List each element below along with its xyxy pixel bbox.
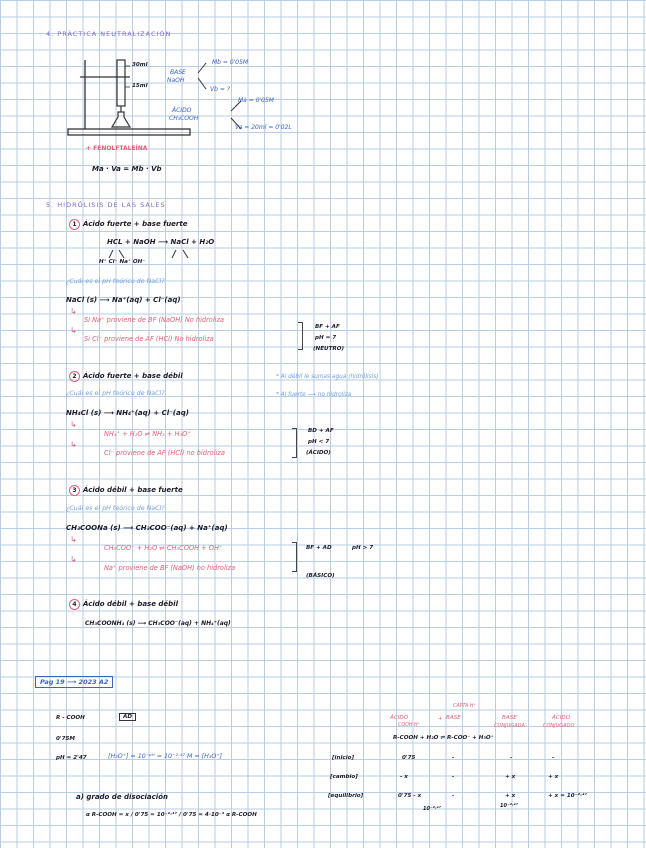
bracket <box>292 542 297 572</box>
case-2-result-3: (ÁCIDO) <box>306 450 331 456</box>
case-1-heading: Ácido fuerte + base fuerte <box>83 220 188 228</box>
bracket <box>292 428 297 458</box>
label-plus: + <box>438 716 443 722</box>
ice-cell: - <box>452 774 455 780</box>
label-conjugate-base: BASE <box>502 715 517 721</box>
weak-acid-badge: AD <box>119 713 136 721</box>
hook-arrow-icon: ↳ <box>70 326 77 335</box>
ice-sub-value: 10⁻²·⁴⁷ <box>500 803 519 809</box>
case-2-note-2: * Al fuerte ⟶ no hidroliza <box>276 392 352 398</box>
section-4-title: 4. PRÁCTICA NEUTRALIZACIÓN <box>46 30 172 38</box>
case-4-dissociation: CH₃COONH₄ (s) ⟶ CH₃COO⁻(aq) + NH₄⁺(aq) <box>85 620 231 627</box>
indicator: + FENOLFTALEÍNA <box>86 145 148 152</box>
case-2-result-1: BD + AF <box>308 428 334 434</box>
case-3-heading: Ácido débil + base fuerte <box>83 486 183 494</box>
ice-cell: - <box>552 755 555 761</box>
case-1-question: ¿Cuál es el pH teórico de NaCl? <box>66 278 165 285</box>
case-1-dissociation: NaCl (s) ⟶ Na⁺(aq) + Cl⁻(aq) <box>66 296 181 304</box>
base-formula: NaOH <box>167 77 185 84</box>
case-1-result-3: (NEUTRO) <box>313 346 345 352</box>
acid-molarity: Ma = 0'05M <box>238 97 274 104</box>
case-1-ions: H⁺ Cl⁻ Na⁺ OH⁻ <box>99 259 146 265</box>
base-label: BASE <box>170 69 186 76</box>
label-base-sub: CAPTA H⁺ <box>453 704 476 709</box>
ice-cell: 0'75 - x <box>398 793 422 799</box>
case-3-line-1: CH₃COO⁻ + H₂O ⇌ CH₃COOH + OH⁻ <box>104 544 223 552</box>
ice-cell: - <box>452 793 455 799</box>
hook-arrow-icon: ↳ <box>70 440 77 449</box>
base-molarity: Mb = 0'05M <box>212 59 249 66</box>
case-1-line-1: Si Na⁺ proviene de BF (NaOH) No hidroliza <box>84 316 224 324</box>
ice-reaction: R-COOH + H₂O ⇌ R-COO⁻ + H₃O⁺ <box>393 735 494 741</box>
section-5-title: 5. HIDRÓLISIS DE LAS SALES <box>46 201 166 209</box>
page-reference-box: Pag 19 ⟶ 2023 A2 <box>35 676 113 688</box>
erlenmeyer-flask <box>112 112 130 127</box>
ice-row-label: [cambio] <box>330 774 358 780</box>
burette <box>117 60 125 106</box>
ice-sub-value: 10⁻²·⁴⁷ <box>423 806 442 812</box>
case-3-dissociation: CH₃COONa (s) ⟶ CH₃COO⁻(aq) + Na⁺(aq) <box>66 524 228 532</box>
hydronium-calc: [H₃O⁺] = 10⁻ᵖᴴ = 10⁻²·⁴⁷ M = [H₃O⁺] <box>108 753 223 760</box>
case-3-result-3: (BÁSICO) <box>306 573 335 579</box>
hook-arrow-icon: ↳ <box>70 420 77 429</box>
case-1-title <box>69 219 187 230</box>
case-3-line-2: Na⁺ proviene de BF (NaOH) no hidroliza <box>104 564 236 572</box>
acid-label: ÁCIDO <box>172 107 192 114</box>
case-1-reaction: HCL + NaOH ⟶ NaCl + H₂O <box>107 238 215 246</box>
case-number-3: 3 <box>69 485 80 496</box>
case-1-result-1: BF + AF <box>315 324 340 330</box>
acid-volume: Va = 20ml = 0'02L <box>235 124 292 131</box>
part-a-title: a) grado de disociación <box>76 793 168 801</box>
hook-arrow-icon: ↳ <box>70 555 77 564</box>
case-3-result-2: pH > 7 <box>352 545 374 551</box>
ice-cell: + x <box>548 774 559 780</box>
case-4-heading: Ácido débil + base débil <box>83 600 178 608</box>
case-2-note-1: * Al débil le sumas agua (hidrólisis) <box>276 374 379 380</box>
alpha-calc: α R-COOH = x / 0'75 = 10⁻²·⁴⁷ / 0'75 = 4·10⁻³ α R-COOH <box>86 812 257 818</box>
case-3-question: ¿Cuál es el pH teórico de NaCl? <box>66 505 165 512</box>
hook-arrow-icon: ↳ <box>70 307 77 316</box>
base-volume: Vb = ? <box>210 86 230 93</box>
case-number-4: 4 <box>69 599 80 610</box>
label-acid-sub: COOH H⁺ <box>398 723 421 728</box>
case-2-dissociation: NH₄Cl (s) ⟶ NH₄⁺(aq) + Cl⁻(aq) <box>66 409 189 417</box>
ice-cell: 0'75 <box>402 755 416 761</box>
label-base: BASE <box>446 715 461 721</box>
case-2-result-2: pH < 7 <box>308 439 330 445</box>
stand-base <box>68 129 190 135</box>
ph-value: pH = 2'47 <box>56 755 87 761</box>
label-conjugate-base-sub: CONJUGADA <box>494 723 525 729</box>
ice-cell: + x <box>505 774 516 780</box>
case-2-question: ¿Cuál es el pH teórico de NaCl? <box>66 390 165 397</box>
case-4-title <box>69 599 178 610</box>
titration-equation: Ma · Va = Mb · Vb <box>92 165 162 173</box>
acid-formula: CH₃COOH <box>169 115 199 122</box>
ice-cell: - <box>510 755 513 761</box>
case-number-1: 1 <box>69 219 80 230</box>
volume-30: 30ml <box>132 62 148 68</box>
volume-15: 15ml <box>132 83 148 89</box>
label-acid: ÁCIDO <box>390 715 409 721</box>
ice-cell: - <box>452 755 455 761</box>
hook-arrow-icon: ↳ <box>70 535 77 544</box>
case-2-heading: Ácido fuerte + base débil <box>83 372 183 380</box>
ice-row-label: [inicio] <box>332 755 355 761</box>
ice-row-label: [equilibrio] <box>328 793 364 799</box>
case-2-title <box>69 371 183 382</box>
ice-cell: - x <box>400 774 408 780</box>
case-1-line-2: Si Cl⁻ proviene de AF (HCl) No hidroliza <box>84 335 214 343</box>
ice-cell: + x = 10⁻²·⁴⁷ <box>548 793 588 799</box>
acid-formula-rcooh: R - COOH <box>56 715 85 721</box>
case-3-result-1: BF + AD <box>306 545 332 551</box>
case-2-line-2: Cl⁻ proviene de AF (HCl) no hidroliza <box>104 449 225 457</box>
case-2-line-1: NH₄⁺ + H₂O ⇌ NH₃ + H₃O⁺ <box>104 430 191 438</box>
acid-concentration: 0'75M <box>56 736 75 742</box>
ice-cell: + x <box>505 793 516 799</box>
label-conjugate-acid: ÁCIDO <box>552 715 571 721</box>
label-conjugate-acid-sub: CONJUGADO <box>543 723 575 729</box>
bracket <box>298 322 303 350</box>
case-3-title <box>69 485 183 496</box>
case-number-2: 2 <box>69 371 80 382</box>
case-1-result-2: pH = 7 <box>315 335 337 341</box>
